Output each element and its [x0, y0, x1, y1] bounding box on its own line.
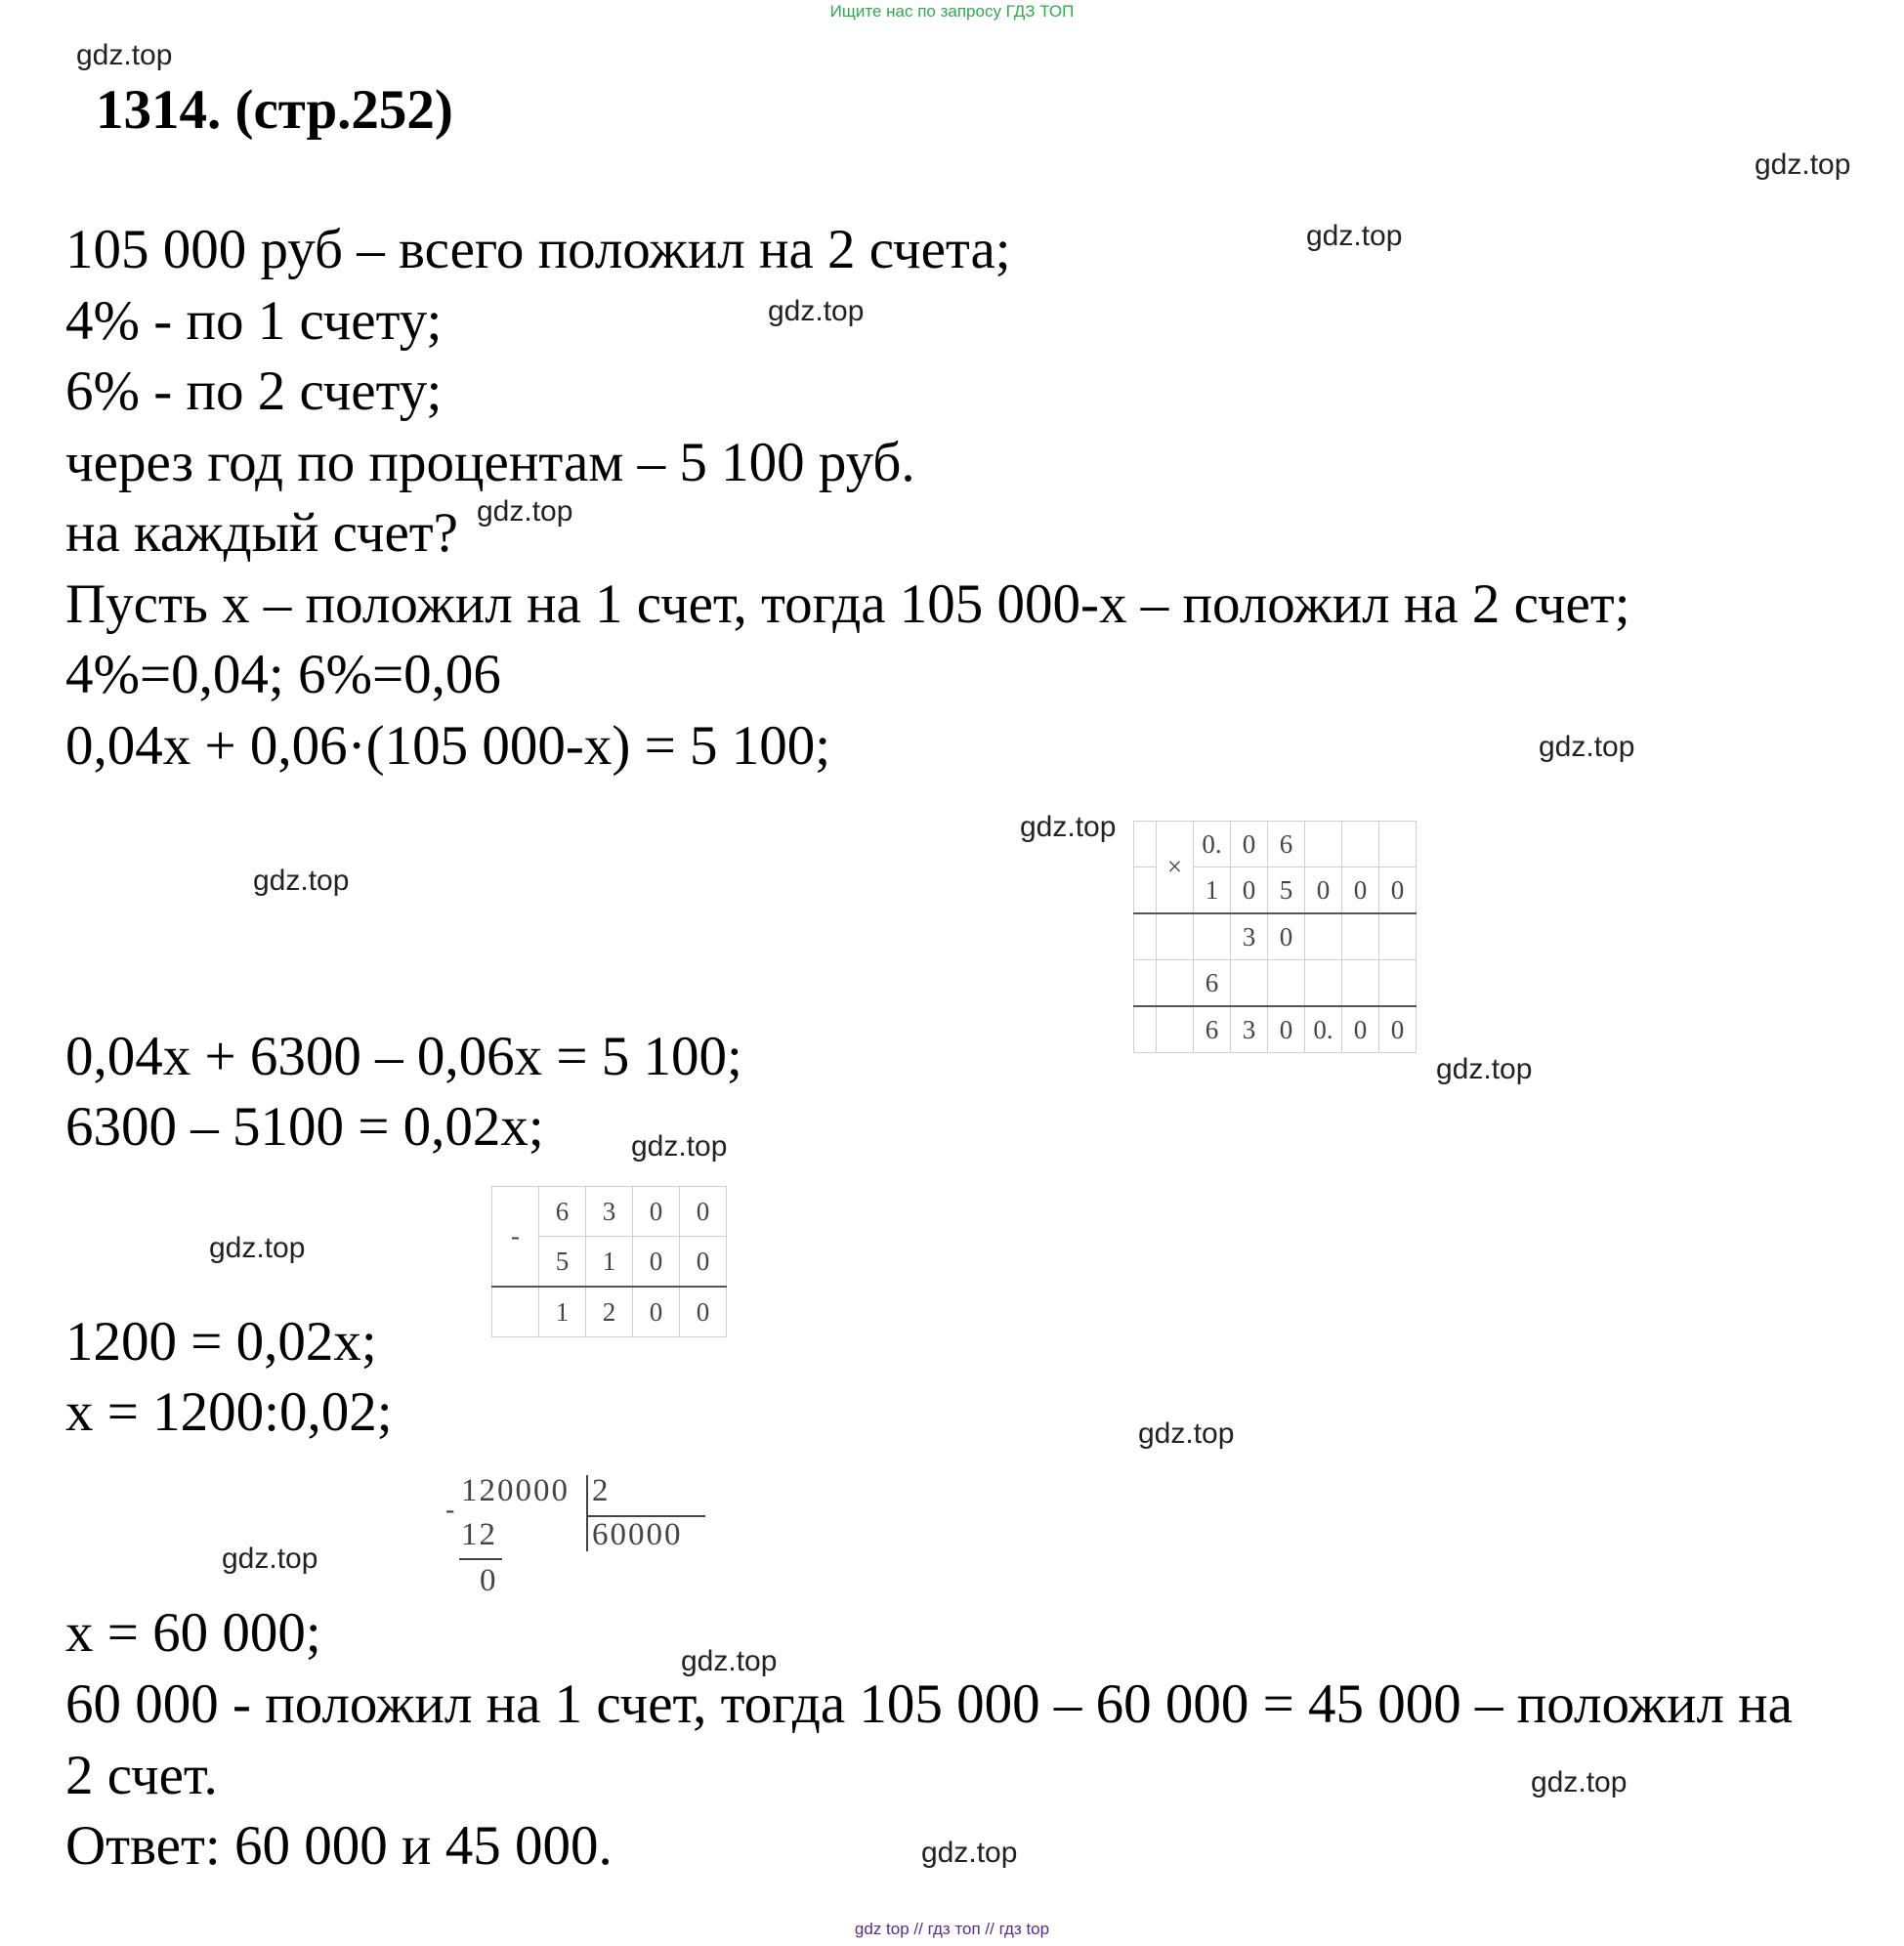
grid-cell: 0 [680, 1237, 727, 1288]
grid-cell: 0 [680, 1187, 727, 1237]
grid-cell: 1 [1194, 867, 1231, 914]
grid-cell [1342, 822, 1379, 867]
grid-cell: 0 [1268, 1006, 1305, 1053]
watermark: gdz.top [253, 865, 350, 897]
solution-line: х = 1200:0,02; [65, 1381, 393, 1443]
grid-cell: 0 [1342, 1006, 1379, 1053]
minus-sign: - [445, 1495, 457, 1525]
grid-cell: 3 [1231, 1006, 1268, 1053]
dividend: 120000 [461, 1473, 570, 1508]
grid-cell [1305, 822, 1342, 867]
grid-cell [1379, 822, 1417, 867]
grid-cell: 6 [1194, 960, 1231, 1007]
watermark: gdz.top [1436, 1053, 1533, 1085]
grid-cell: 0. [1194, 822, 1231, 867]
grid-cell: 0 [1268, 913, 1305, 960]
divisor: 2 [592, 1473, 611, 1508]
solution-line: 4% - по 1 счету; [65, 290, 443, 352]
remainder: 0 [480, 1563, 498, 1598]
grid-cell: 0 [633, 1287, 680, 1337]
watermark: gdz.top [768, 295, 865, 327]
solution-line: 0,04х + 0,06·(105 000-х) = 5 100; [65, 715, 831, 777]
solution-line: на каждый счет? [65, 502, 458, 564]
division-lines [445, 1473, 709, 1595]
watermark: gdz.top [477, 495, 573, 528]
solution-line: 6% - по 2 счету; [65, 360, 443, 422]
grid-cell [1268, 960, 1305, 1007]
solution-line: Ответ: 60 000 и 45 000. [65, 1815, 613, 1877]
minus-sign: - [492, 1187, 539, 1288]
grid-cell: 0 [680, 1287, 727, 1337]
grid-cell: 5 [539, 1237, 586, 1288]
grid-cell: 0 [1379, 1006, 1417, 1053]
grid-cell: 0 [1342, 867, 1379, 914]
watermark: gdz.top [1138, 1417, 1235, 1450]
watermark: gdz.top [1755, 148, 1851, 181]
long-division [445, 1473, 709, 1598]
solution-line: через год по процентам – 5 100 руб. [65, 432, 915, 493]
grid-cell: 5 [1268, 867, 1305, 914]
watermark: gdz.top [76, 39, 173, 71]
grid-cell: 0. [1305, 1006, 1342, 1053]
grid-cell [1231, 960, 1268, 1007]
grid-cell: 6 [1268, 822, 1305, 867]
grid-cell: 3 [1231, 913, 1268, 960]
watermark: gdz.top [681, 1645, 778, 1677]
grid-cell [1305, 960, 1342, 1007]
multiplication-grid [1133, 821, 1417, 1053]
grid-cell [1342, 913, 1379, 960]
solution-line: 105 000 руб – всего положил на 2 счета; [65, 219, 1011, 280]
grid-cell [1342, 960, 1379, 1007]
grid-cell: 6 [539, 1187, 586, 1237]
solution-line: 60 000 - положил на 1 счет, тогда 105 000 – 60 000 = 45 000 – положил на [65, 1673, 1793, 1735]
solution-line: х = 60 000; [65, 1602, 321, 1664]
subtrahend: 12 [461, 1517, 497, 1552]
solution-line: 1200 = 0,02х; [65, 1311, 377, 1373]
grid-cell: 0 [633, 1187, 680, 1237]
grid-cell: 2 [586, 1287, 633, 1337]
solution-line: 2 счет. [65, 1745, 218, 1806]
grid-cell [1379, 960, 1417, 1007]
grid-cell: 1 [539, 1287, 586, 1337]
solution-line: 4%=0,04; 6%=0,06 [65, 644, 501, 705]
grid-cell: 0 [1231, 822, 1268, 867]
subtraction-grid [491, 1186, 727, 1337]
grid-cell: 0 [633, 1237, 680, 1288]
grid-cell: 0 [1305, 867, 1342, 914]
watermark: gdz.top [1306, 220, 1403, 252]
watermark: gdz.top [1539, 731, 1635, 763]
grid-cell: 1 [586, 1237, 633, 1288]
problem-title: 1314. (стр.252) [96, 79, 453, 141]
solution-line: 6300 – 5100 = 0,02х; [65, 1096, 544, 1158]
quotient: 60000 [592, 1517, 683, 1552]
top-banner[interactable]: Ищите нас по запросу ГДЗ ТОП [829, 2, 1075, 21]
solution-line: 0,04х + 6300 – 0,06х = 5 100; [65, 1026, 742, 1087]
footer-links[interactable]: gdz top // гдз топ // гдз top [854, 1920, 1050, 1938]
watermark: gdz.top [631, 1130, 728, 1163]
watermark: gdz.top [222, 1543, 318, 1575]
grid-cell: 6 [1194, 1006, 1231, 1053]
watermark: gdz.top [1020, 811, 1117, 843]
grid-cell [1305, 913, 1342, 960]
grid-cell [1379, 913, 1417, 960]
watermark: gdz.top [1531, 1766, 1628, 1798]
grid-cell: 0 [1231, 867, 1268, 914]
grid-cell: 3 [586, 1187, 633, 1237]
watermark: gdz.top [921, 1837, 1018, 1869]
watermark: gdz.top [209, 1232, 306, 1264]
solution-line: Пусть х – положил на 1 счет, тогда 105 000-х – положил на 2 счет; [65, 573, 1630, 635]
grid-cell: 0 [1379, 867, 1417, 914]
multiply-sign: × [1157, 822, 1194, 914]
grid-cell [1194, 913, 1231, 960]
